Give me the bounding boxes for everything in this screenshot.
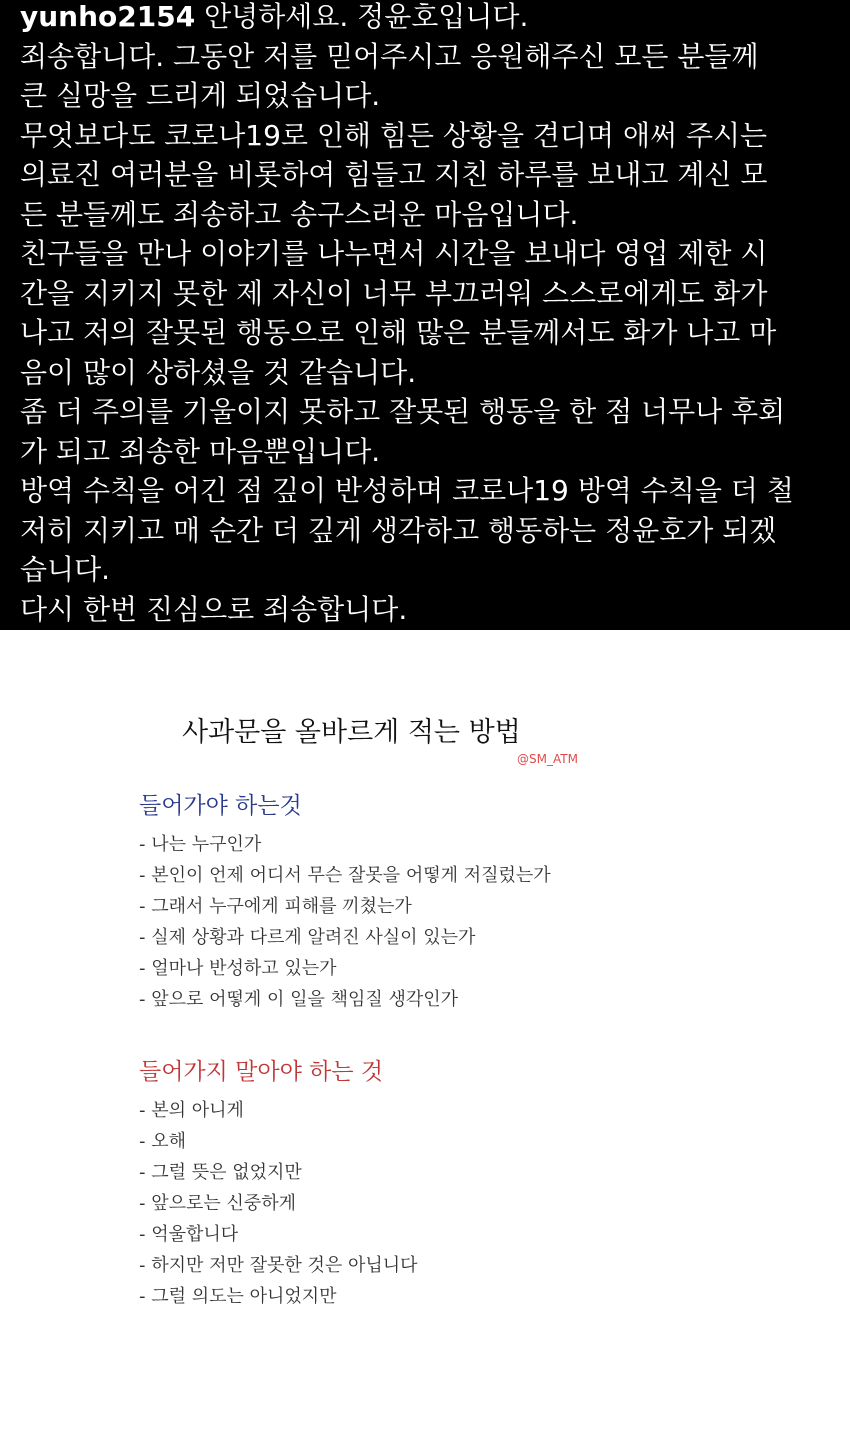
list-item: - 그래서 누구에게 피해를 끼쳤는가	[139, 896, 412, 917]
list-item: - 그럴 뜻은 없었지만	[139, 1162, 302, 1183]
post-line: 든 분들께도 죄송하고 송구스러운 마음입니다.	[20, 197, 579, 231]
post-line: 가 되고 죄송한 마음뿐입니다.	[20, 434, 381, 468]
post-line: 다시 한번 진심으로 죄송합니다.	[20, 592, 408, 626]
list-item: - 본의 아니게	[139, 1100, 244, 1121]
list-item: - 나는 누구인가	[139, 834, 262, 855]
list-item: - 얼마나 반성하고 있는가	[139, 958, 337, 979]
dont-items-list	[139, 1095, 418, 1312]
post-first-line	[20, 0, 830, 37]
post-line: 친구들을 만나 이야기를 나누면서 시간을 보내다 영업 제한 시	[20, 237, 768, 270]
guide-title: 사과문을 올바르게 적는 방법	[182, 717, 521, 748]
do-items-list	[139, 829, 551, 1015]
dont-section-heading: 들어가지 말아야 하는 것	[139, 1059, 384, 1085]
post-greeting: 안녕하세요. 정윤호입니다.	[195, 0, 529, 33]
post-username[interactable]: yunho2154	[20, 0, 196, 33]
post-line: 음이 많이 상하셨을 것 같습니다.	[20, 355, 417, 389]
post-line: 의료진 여러분을 비롯하여 힘들고 지친 하루를 보내고 계신 모	[20, 158, 768, 191]
guide-credit: @SM_ATM	[517, 752, 578, 766]
do-section-heading: 들어가야 하는것	[139, 793, 302, 819]
post-line: 좀 더 주의를 기울이지 못하고 잘못된 행동을 한 점 너무나 후회	[20, 395, 786, 428]
post-line: 죄송합니다. 그동안 저를 믿어주시고 응원해주신 모든 분들께	[20, 39, 759, 73]
apology-post-screenshot	[0, 0, 850, 630]
list-item: - 그럴 의도는 아니었지만	[139, 1286, 337, 1307]
post-line: 무엇보다도 코로나19로 인해 힘든 상황을 견디며 애써 주시는	[20, 118, 768, 152]
list-item: - 억울합니다	[139, 1224, 239, 1245]
list-item: - 본인이 언제 어디서 무슨 잘못을 어떻게 저질렀는가	[139, 865, 551, 886]
list-item: - 앞으로는 신중하게	[139, 1193, 297, 1214]
list-item: - 실제 상황과 다르게 알려진 사실이 있는가	[139, 927, 476, 948]
post-line: 나고 저의 잘못된 행동으로 인해 많은 분들께서도 화가 나고 마	[20, 316, 777, 349]
post-line: 습니다.	[20, 553, 111, 586]
apology-guide	[0, 630, 850, 1429]
list-item: - 오해	[139, 1131, 186, 1152]
post-line: 큰 실망을 드리게 되었습니다.	[20, 79, 381, 112]
post-line: 방역 수칙을 어긴 점 깊이 반성하며 코로나19 방역 수칙을 더 철	[20, 474, 794, 507]
list-item: - 앞으로 어떻게 이 일을 책임질 생각인가	[139, 989, 459, 1010]
list-item: - 하지만 저만 잘못한 것은 아닙니다	[139, 1255, 418, 1276]
post-line: 간을 지키지 못한 제 자신이 너무 부끄러워 스스로에게도 화가	[20, 276, 768, 310]
post-line: 저히 지키고 매 순간 더 깊게 생각하고 행동하는 정윤호가 되겠	[20, 513, 777, 547]
